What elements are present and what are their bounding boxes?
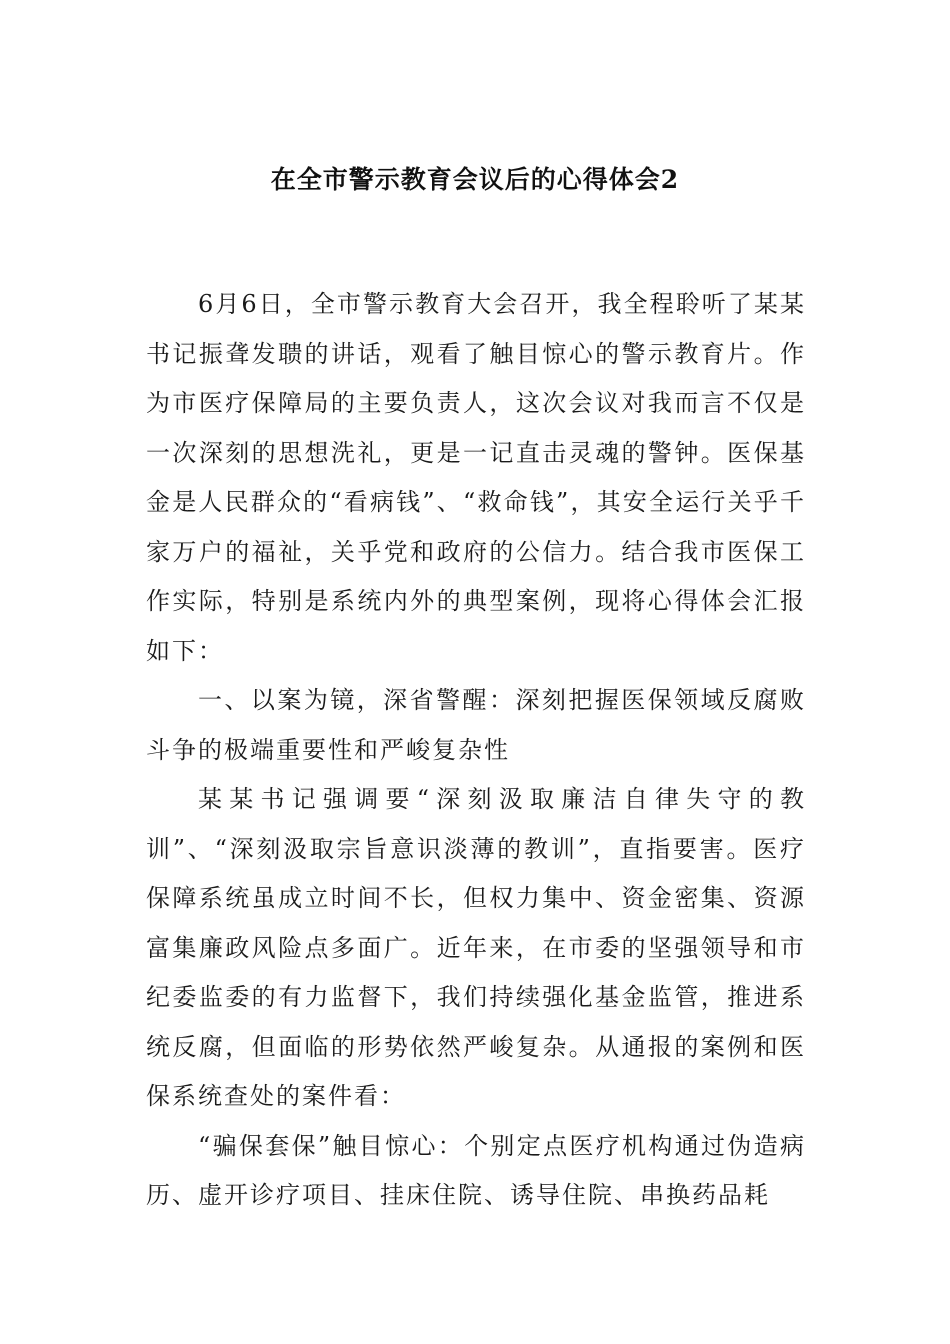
paragraph-case-fraud: “骗保套保”触目惊心：个别定点医疗机构通过伪造病历、虚开诊疗项目、挂床住院、诱导住院、串换药品耗 [146,1131,806,1209]
paragraph-intro: 6月6日，全市警示教育大会召开，我全程聆听了某某书记振聋发聩的讲话，观看了触目惊心的警示教育片。作为市医疗保障局的主要负责人，这次会议对我而言不仅是一次深刻的思想洗礼，更是一记直击灵魂的警钟。医保基金是人民群众的“看病钱”、“救命钱”，其安全运行关乎千家万户的福祉，关乎党和政府的公信力。结合我市医保工作实际，特别是系统内外的典型案例，现将心得体会汇报如下： [146,290,806,665]
document-title: 在全市警示教育会议后的心得体会2 [270,165,680,194]
document-body [146,280,806,1221]
paragraph-section-1: 某某书记强调要“深刻汲取廉洁自律失守的教训”、“深刻汲取宗旨意识淡薄的教训”，直指要害。医疗保障系统虽成立时间不长，但权力集中、资金密集、资源富集廉政风险点多面广。近年来，在市委的坚强领导和市纪委监委的有力监督下，我们持续强化基金监管，推进系统反腐，但面临的形势依然严峻复杂。从通报的案例和医保系统查处的案件看： [146,785,806,1110]
section-heading-1: 一、以案为镜，深省警醒：深刻把握医保领域反腐败斗争的极端重要性和严峻复杂性 [146,686,806,764]
